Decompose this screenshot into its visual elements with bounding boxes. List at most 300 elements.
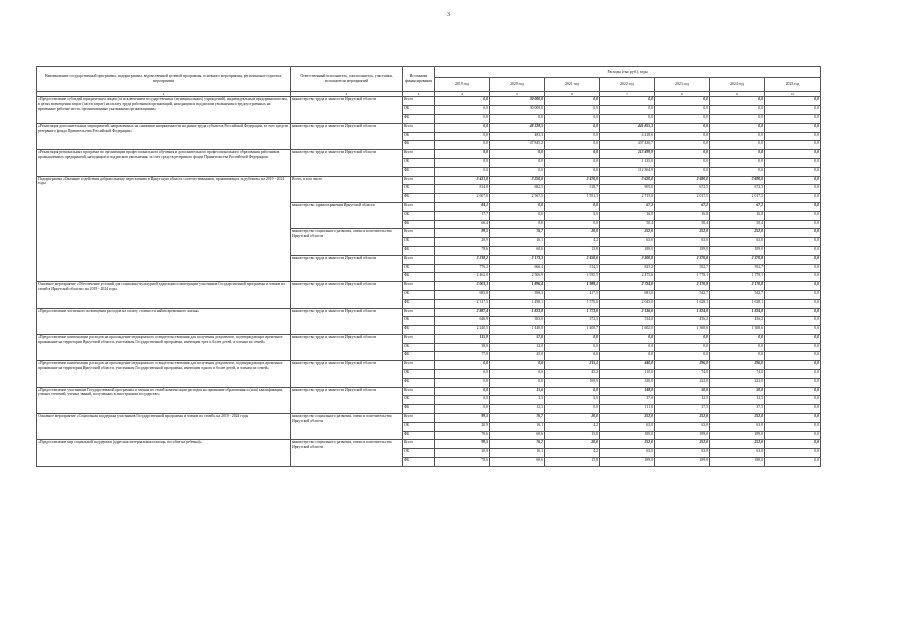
funding-source-cell: ФБ: [403, 378, 435, 387]
amount-cell: 0,0: [655, 132, 710, 141]
amount-cell: 4 418,6: [600, 132, 655, 141]
amount-cell: 0,0: [765, 106, 821, 115]
amount-cell: 0,0: [710, 352, 765, 361]
amount-cell: 16,8: [600, 211, 655, 220]
amount-cell: 4,2: [545, 422, 600, 431]
amount-cell: 15,6: [490, 387, 545, 396]
amount-cell: 0,0: [435, 114, 490, 123]
amount-cell: 12,3: [490, 405, 545, 414]
program-name-cell: «Предоставление частичного возмещения расходов на оплату стоимости найма временного жилья»: [37, 308, 291, 334]
amount-cell: 99,5: [435, 414, 490, 423]
amount-cell: 672,5: [655, 185, 710, 194]
amount-cell: 0,0: [435, 132, 490, 141]
amount-cell: 0,0: [765, 211, 821, 220]
amount-cell: 252,0: [600, 229, 655, 238]
amount-cell: 534,0: [600, 317, 655, 326]
amount-cell: 2 317,5: [435, 299, 490, 308]
funding-source-cell: Всего: [403, 308, 435, 317]
amount-cell: 0,0: [545, 387, 600, 396]
amount-cell: 0,0: [765, 255, 821, 264]
amount-cell: 63,0: [710, 449, 765, 458]
amount-cell: 0,0: [765, 141, 821, 150]
amount-cell: 0,0: [490, 378, 545, 387]
table-body: [37, 97, 821, 466]
amount-cell: 17,7: [435, 211, 490, 220]
amount-cell: 20,9: [435, 422, 490, 431]
amount-cell: 592,7: [710, 264, 765, 273]
amount-cell: 50,4: [710, 220, 765, 229]
program-name-cell: «Предоставление компенсации расходов на прохождение медицинского освидетельствования для получения документов, подтверждающих временное проживание на территории Иркутской области, участникам Государственной программы, имеющим одного и более детей, и членам их семей»: [37, 361, 291, 387]
funding-source-cell: ФБ: [403, 458, 435, 467]
amount-cell: 57,0: [490, 334, 545, 343]
amount-cell: 1 440,8: [490, 326, 545, 335]
amount-cell: 1 628,1: [655, 299, 710, 308]
amount-cell: 1 368,6: [710, 326, 765, 335]
amount-cell: 189,0: [710, 458, 765, 467]
amount-cell: 383,0: [490, 317, 545, 326]
column-number: 6: [545, 92, 600, 97]
program-name-cell: «Реализация региональных программ по организации профессионального обучения и дополнительного профессионального образования работников промышленных предприятий, находящихся под риском увольнения, за счет средств резервного фонда Правительства Российской Федерации»: [37, 150, 291, 176]
amount-cell: 0,0: [710, 114, 765, 123]
amount-cell: 440,0: [600, 361, 655, 370]
amount-cell: 2 887,4: [435, 308, 490, 317]
amount-cell: 113 499,9: [600, 150, 655, 159]
amount-cell: 3 421,8: [435, 176, 490, 185]
funding-source-cell: ОБ: [403, 238, 435, 247]
amount-cell: 456,2: [710, 317, 765, 326]
amount-cell: 0,0: [490, 211, 545, 220]
amount-cell: 252,0: [655, 440, 710, 449]
amount-cell: 45,2: [545, 370, 600, 379]
amount-cell: 0,0: [435, 123, 490, 132]
executor-cell: министерство труда и занятости Иркутской области: [291, 255, 403, 281]
amount-cell: 592,7: [655, 264, 710, 273]
amount-cell: 0,0: [765, 361, 821, 370]
column-number: 5: [490, 92, 545, 97]
amount-cell: 252,0: [600, 414, 655, 423]
amount-cell: 776,2: [435, 264, 490, 273]
amount-cell: 169,9: [545, 378, 600, 387]
funding-source-cell: Всего: [403, 202, 435, 211]
executor-cell: министерство социального развития, опеки и попечительства Иркутской области: [291, 414, 403, 440]
amount-cell: 16,1: [490, 449, 545, 458]
amount-cell: 3 173,3: [490, 255, 545, 264]
amount-cell: 15,8: [545, 246, 600, 255]
header-executor: Ответственный исполнитель, соисполнитель, участники, исполнители мероприятий: [291, 67, 403, 92]
funding-source-cell: ФБ: [403, 273, 435, 282]
funding-source-cell: Всего: [403, 282, 435, 291]
amount-cell: 0,0: [435, 387, 490, 396]
table-row: [37, 387, 821, 396]
amount-cell: 189,0: [600, 246, 655, 255]
amount-cell: 67,2: [710, 202, 765, 211]
amount-cell: 112 364,9: [600, 167, 655, 176]
amount-cell: 1 400,7: [545, 326, 600, 335]
amount-cell: 215,1: [545, 361, 600, 370]
amount-cell: 0,0: [710, 106, 765, 115]
amount-cell: 1 368,6: [655, 326, 710, 335]
amount-cell: 814,8: [435, 185, 490, 194]
amount-cell: 0,0: [655, 141, 710, 150]
amount-cell: 37,5: [710, 405, 765, 414]
amount-cell: 12,0: [490, 343, 545, 352]
amount-cell: 2 043,0: [600, 299, 655, 308]
amount-cell: 0,0: [765, 176, 821, 185]
amount-cell: 0,0: [545, 405, 600, 414]
amount-cell: 252,0: [655, 229, 710, 238]
amount-cell: 67,2: [600, 202, 655, 211]
amount-cell: 63,0: [655, 449, 710, 458]
amount-cell: 330,0: [600, 378, 655, 387]
amount-cell: 0,0: [655, 167, 710, 176]
executor-cell: министерство социального развития, опеки и попечительства Иркутской области: [291, 229, 403, 255]
amount-cell: 0,0: [765, 378, 821, 387]
amount-cell: 518,7: [545, 185, 600, 194]
amount-cell: 2 370,8: [710, 255, 765, 264]
funding-source-cell: Всего: [403, 150, 435, 159]
funding-source-cell: ФБ: [403, 352, 435, 361]
amount-cell: 0,0: [545, 150, 600, 159]
column-number: 3: [403, 92, 435, 97]
budget-table: [36, 66, 821, 467]
amount-cell: 1 570,6: [545, 299, 600, 308]
amount-cell: 252,0: [655, 414, 710, 423]
program-name-cell: «Предоставление компенсации расходов на прохождение медицинского освидетельствования для получения документов, подтверждающих временное проживание на территории Иркутской области, участникам Государственной программы, имеющим трех и более детей, и членам их семей»: [37, 334, 291, 360]
amount-cell: 63,0: [655, 238, 710, 247]
amount-cell: 0,0: [545, 97, 600, 106]
amount-cell: 1 896,4: [490, 282, 545, 291]
amount-cell: 63,0: [600, 449, 655, 458]
amount-cell: 0,0: [490, 370, 545, 379]
amount-cell: 76,7: [490, 440, 545, 449]
funding-source-cell: Всего: [403, 387, 435, 396]
amount-cell: 456,2: [655, 317, 710, 326]
amount-cell: 16,8: [710, 211, 765, 220]
amount-cell: 16,8: [655, 211, 710, 220]
amount-cell: 2 607,0: [435, 194, 490, 203]
amount-cell: 0,0: [710, 132, 765, 141]
amount-cell: 76,7: [490, 229, 545, 238]
amount-cell: 0,0: [435, 167, 490, 176]
amount-cell: 0,0: [710, 158, 765, 167]
amount-cell: 0,0: [545, 132, 600, 141]
amount-cell: 45,0: [490, 352, 545, 361]
amount-cell: 3 003,3: [435, 282, 490, 291]
header-year: 2024 год: [710, 78, 765, 92]
amount-cell: 0,0: [655, 97, 710, 106]
table-row: [37, 308, 821, 317]
amount-cell: 74,0: [710, 370, 765, 379]
amount-cell: 0,0: [765, 150, 821, 159]
funding-source-cell: ОБ: [403, 264, 435, 273]
amount-cell: 0,0: [710, 97, 765, 106]
amount-cell: 0,0: [655, 106, 710, 115]
amount-cell: 2 690,0: [710, 176, 765, 185]
funding-source-cell: ФБ: [403, 405, 435, 414]
amount-cell: 2 567,5: [490, 194, 545, 203]
amount-cell: 3 250,0: [490, 176, 545, 185]
header-year: 2025 год: [765, 78, 821, 92]
header-year: 2021 год: [545, 78, 600, 92]
program-name-cell: «Предоставление участникам Государственной программы и членам их семей компенсации расходов на признание образования и (или) квалификации, ученых степеней, ученых званий, полученных в иностранном государстве»: [37, 387, 291, 413]
amount-cell: 441 855,3: [600, 123, 655, 132]
amount-cell: 78,6: [435, 246, 490, 255]
program-name-cell: Подпрограмма «Оказание содействия добровольному переселению в Иркутскую область соотечественников, проживающих за рубежом» на 2019 - 2024 годы: [37, 176, 291, 282]
amount-cell: 1 773,0: [545, 308, 600, 317]
amount-cell: 0,0: [765, 97, 821, 106]
amount-cell: 0,0: [765, 370, 821, 379]
amount-cell: 2 506,9: [490, 273, 545, 282]
funding-source-cell: ОБ: [403, 132, 435, 141]
amount-cell: 0,0: [765, 431, 821, 440]
column-number: 7: [600, 92, 655, 97]
funding-source-cell: ФБ: [403, 194, 435, 203]
amount-cell: 483,3: [490, 132, 545, 141]
amount-cell: 0,0: [545, 220, 600, 229]
amount-cell: 2 724,0: [600, 282, 655, 291]
column-number: 9: [710, 92, 765, 97]
amount-cell: 76,7: [490, 414, 545, 423]
amount-cell: 1 824,8: [710, 308, 765, 317]
header-source: Источники финансирования: [403, 67, 435, 92]
amount-cell: 0,0: [765, 326, 821, 335]
amount-cell: 542,7: [710, 290, 765, 299]
amount-cell: 0,0: [600, 106, 655, 115]
amount-cell: 148,0: [600, 387, 655, 396]
header-name: Наименование государственной программы, подпрограммы, ведомственной целевой программы, основного мероприятия, регионального проекта, мероприятия: [37, 67, 291, 92]
amount-cell: 50,0: [655, 387, 710, 396]
funding-source-cell: ОБ: [403, 370, 435, 379]
amount-cell: 0,0: [655, 352, 710, 361]
amount-cell: 115,9: [435, 334, 490, 343]
amount-cell: 77,0: [435, 352, 490, 361]
amount-cell: 16,1: [490, 422, 545, 431]
funding-source-cell: ОБ: [403, 317, 435, 326]
amount-cell: 111,0: [600, 405, 655, 414]
amount-cell: 0,0: [765, 387, 821, 396]
amount-cell: 0,0: [490, 150, 545, 159]
amount-cell: 0,0: [545, 211, 600, 220]
amount-cell: 0,0: [710, 123, 765, 132]
amount-cell: 0,0: [600, 343, 655, 352]
amount-cell: 0,0: [765, 273, 821, 282]
header-year: 2023 год: [655, 78, 710, 92]
amount-cell: 1 935,5: [545, 273, 600, 282]
amount-cell: 0,0: [655, 150, 710, 159]
table-row: [37, 282, 821, 291]
amount-cell: 666,4: [490, 264, 545, 273]
table-row: [37, 334, 821, 343]
amount-cell: 2 475,6: [600, 273, 655, 282]
funding-source-cell: ОБ: [403, 449, 435, 458]
executor-cell: министерство труда и занятости Иркутской области: [291, 123, 403, 149]
amount-cell: 0,0: [765, 167, 821, 176]
amount-cell: 0,0: [765, 422, 821, 431]
amount-cell: 437 436,7: [600, 141, 655, 150]
amount-cell: 0,0: [710, 167, 765, 176]
funding-source-cell: Всего: [403, 440, 435, 449]
funding-source-cell: ОБ: [403, 343, 435, 352]
amount-cell: 0,0: [765, 352, 821, 361]
amount-cell: 15,8: [545, 458, 600, 467]
header-year: 2022 год: [600, 78, 655, 92]
amount-cell: 74,0: [655, 370, 710, 379]
amount-cell: 48 328,5: [490, 123, 545, 132]
program-name-cell: Основное мероприятие «Социальная поддержка участников Государственной программы и членов их семей» на 2019 - 2024 годы: [37, 414, 291, 440]
executor-cell: министерство здравоохранения Иркутской области: [291, 202, 403, 228]
amount-cell: 1 498,1: [490, 299, 545, 308]
amount-cell: 20,0: [545, 414, 600, 423]
amount-cell: 0,0: [490, 361, 545, 370]
program-name-cell: «Предоставление мер социальной поддержки (адресная материальная помощь, пособие на ребенка)»: [37, 440, 291, 466]
amount-cell: 12,5: [710, 396, 765, 405]
amount-cell: 417,5: [545, 290, 600, 299]
amount-cell: 2 170,8: [655, 282, 710, 291]
amount-cell: 20,0: [545, 440, 600, 449]
amount-cell: 2 017,5: [710, 194, 765, 203]
amount-cell: 296,0: [710, 361, 765, 370]
amount-cell: 1 823,8: [490, 308, 545, 317]
executor-cell: министерство труда и занятости Иркутской области: [291, 361, 403, 387]
funding-source-cell: ОБ: [403, 290, 435, 299]
amount-cell: 685,8: [435, 290, 490, 299]
amount-cell: 0,0: [765, 440, 821, 449]
amount-cell: 0,0: [765, 158, 821, 167]
amount-cell: 2 470,0: [545, 176, 600, 185]
amount-cell: 15,8: [545, 431, 600, 440]
amount-cell: 2 715,0: [600, 194, 655, 203]
header-year: 2019 год: [435, 78, 490, 92]
header-expenses: Расходы (тыс.руб.), годы: [435, 67, 821, 78]
header-year: 2020 год: [490, 78, 545, 92]
amount-cell: 4,2: [545, 449, 600, 458]
column-number: 2: [291, 92, 403, 97]
executor-cell: министерство труда и занятости Иркутской области: [291, 334, 403, 360]
program-name-cell: «Предоставление субсидий юридическим лицам (за исключением государственных (муниципальных) учреждений), индивидуальным предпринимателям, в целях возмещения затрат (части затрат) на оплату труда работников организаций, находящихся под риском увольнения и трудоустроенных на временные рабочие места, организованные указанными организациями»: [37, 97, 291, 123]
funding-source-cell: ОБ: [403, 106, 435, 115]
amount-cell: 0,0: [710, 334, 765, 343]
amount-cell: 0,0: [655, 343, 710, 352]
amount-cell: 3 238,2: [435, 255, 490, 264]
column-number: 8: [655, 92, 710, 97]
amount-cell: 3,3: [490, 396, 545, 405]
amount-cell: 1 988,1: [545, 282, 600, 291]
page-number: 3: [447, 12, 450, 18]
amount-cell: 0,0: [765, 202, 821, 211]
funding-source-cell: ОБ: [403, 211, 435, 220]
amount-cell: 0,0: [490, 114, 545, 123]
amount-cell: 0,0: [545, 167, 600, 176]
funding-source-cell: ФБ: [403, 114, 435, 123]
amount-cell: 12,5: [655, 396, 710, 405]
amount-cell: 1 824,8: [655, 308, 710, 317]
amount-cell: 50,4: [600, 220, 655, 229]
funding-source-cell: ОБ: [403, 185, 435, 194]
amount-cell: 0,0: [765, 317, 821, 326]
amount-cell: 60,6: [490, 431, 545, 440]
amount-cell: 0,0: [600, 352, 655, 361]
amount-cell: 2 240,5: [435, 326, 490, 335]
amount-cell: 222,0: [655, 378, 710, 387]
funding-source-cell: ФБ: [403, 220, 435, 229]
amount-cell: 1 778,1: [655, 273, 710, 282]
amount-cell: 189,0: [655, 246, 710, 255]
amount-cell: 0,0: [545, 158, 600, 167]
amount-cell: 0,0: [655, 334, 710, 343]
amount-cell: 0,0: [765, 405, 821, 414]
executor-cell: министерство труда и занятости Иркутской области: [291, 150, 403, 176]
table-row: [37, 414, 821, 423]
amount-cell: 60,6: [490, 458, 545, 467]
table-row: [37, 123, 821, 132]
amount-cell: 682,5: [490, 185, 545, 194]
funding-source-cell: ФБ: [403, 246, 435, 255]
amount-cell: 0,0: [545, 396, 600, 405]
amount-cell: 50,0: [710, 387, 765, 396]
amount-cell: 63,0: [655, 422, 710, 431]
amount-cell: 0,0: [435, 141, 490, 150]
amount-cell: 0,0: [765, 343, 821, 352]
amount-cell: 252,0: [710, 229, 765, 238]
amount-cell: 825,2: [600, 264, 655, 273]
amount-cell: 0,0: [765, 308, 821, 317]
amount-cell: 0,0: [765, 132, 821, 141]
funding-source-cell: ФБ: [403, 141, 435, 150]
amount-cell: 0,0: [435, 396, 490, 405]
amount-cell: 99,5: [435, 440, 490, 449]
funding-source-cell: Всего: [403, 229, 435, 238]
funding-source-cell: Всего: [403, 97, 435, 106]
amount-cell: 0,0: [765, 264, 821, 273]
amount-cell: 30 000,0: [490, 106, 545, 115]
amount-cell: 372,3: [545, 317, 600, 326]
amount-cell: 0,0: [435, 158, 490, 167]
column-number: 1: [37, 92, 291, 97]
amount-cell: 2 370,8: [655, 255, 710, 264]
amount-cell: 0,0: [765, 246, 821, 255]
column-number: 4: [435, 92, 490, 97]
column-number: 10: [765, 92, 821, 97]
amount-cell: 0,0: [435, 378, 490, 387]
funding-source-cell: Всего: [403, 255, 435, 264]
table-row: [37, 361, 821, 370]
amount-cell: 0,0: [765, 334, 821, 343]
amount-cell: 78,6: [435, 431, 490, 440]
amount-cell: 1 135,0: [600, 158, 655, 167]
amount-cell: 296,0: [655, 361, 710, 370]
amount-cell: 1 628,1: [710, 299, 765, 308]
amount-cell: 0,0: [765, 449, 821, 458]
amount-cell: 398,3: [490, 290, 545, 299]
amount-cell: 63,0: [710, 422, 765, 431]
amount-cell: 0,0: [765, 238, 821, 247]
funding-source-cell: ОБ: [403, 396, 435, 405]
amount-cell: 0,0: [490, 167, 545, 176]
amount-cell: 252,0: [710, 440, 765, 449]
amount-cell: 78,6: [435, 458, 490, 467]
amount-cell: 37,0: [600, 396, 655, 405]
amount-cell: 1 602,0: [600, 326, 655, 335]
amount-cell: 0,0: [655, 114, 710, 123]
amount-cell: 0,0: [435, 370, 490, 379]
amount-cell: 542,7: [655, 290, 710, 299]
amount-cell: 20,9: [435, 238, 490, 247]
amount-cell: 20,9: [435, 449, 490, 458]
amount-cell: 0,0: [435, 405, 490, 414]
amount-cell: 110,0: [600, 370, 655, 379]
amount-cell: 252,0: [600, 440, 655, 449]
amount-cell: 0,0: [600, 97, 655, 106]
